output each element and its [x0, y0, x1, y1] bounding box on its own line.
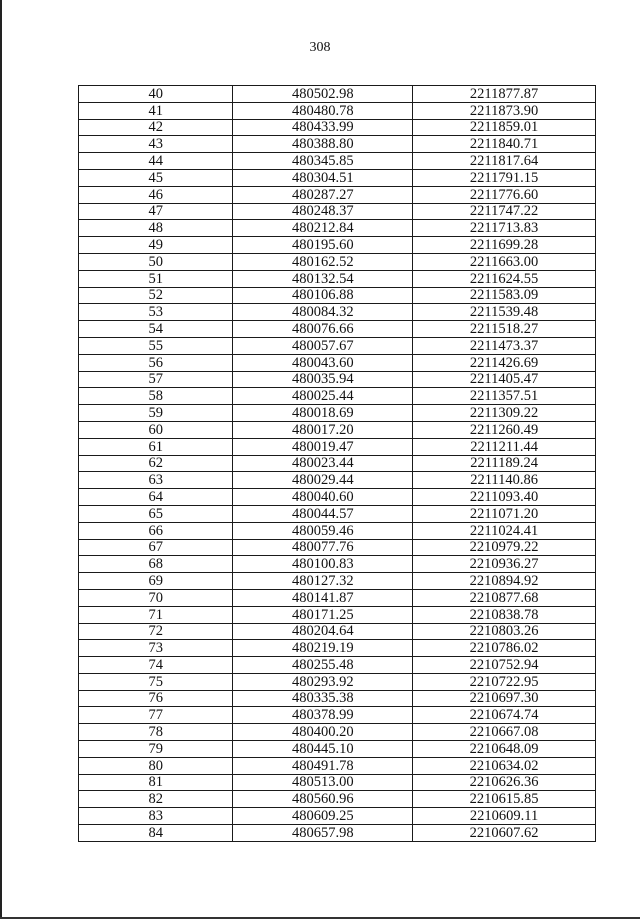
point-number-cell: 60: [79, 421, 233, 438]
table-row: [79, 690, 596, 707]
y-coordinate-cell: 2211873.90: [413, 102, 596, 119]
table-row: [79, 606, 596, 623]
x-coordinate-cell: 480162.52: [233, 253, 413, 270]
table-row: [79, 522, 596, 539]
x-coordinate-cell: 480127.32: [233, 573, 413, 590]
y-coordinate-cell: 2210838.78: [413, 606, 596, 623]
y-coordinate-cell: 2211747.22: [413, 203, 596, 220]
point-number-cell: 82: [79, 791, 233, 808]
y-coordinate-cell: 2210648.09: [413, 741, 596, 758]
x-coordinate-cell: 480378.99: [233, 707, 413, 724]
x-coordinate-cell: 480077.76: [233, 539, 413, 556]
x-coordinate-cell: 480106.88: [233, 287, 413, 304]
table-row: [79, 791, 596, 808]
table-row: [79, 119, 596, 136]
y-coordinate-cell: 2210979.22: [413, 539, 596, 556]
y-coordinate-cell: 2211859.01: [413, 119, 596, 136]
x-coordinate-cell: 480132.54: [233, 270, 413, 287]
point-number-cell: 42: [79, 119, 233, 136]
x-coordinate-cell: 480513.00: [233, 774, 413, 791]
y-coordinate-cell: 2211426.69: [413, 354, 596, 371]
table-row: [79, 270, 596, 287]
table-row: [79, 589, 596, 606]
table-row: [79, 337, 596, 354]
point-number-cell: 78: [79, 724, 233, 741]
x-coordinate-cell: 480017.20: [233, 421, 413, 438]
point-number-cell: 64: [79, 489, 233, 506]
y-coordinate-cell: 2210607.62: [413, 825, 596, 842]
scan-edge-left: [0, 0, 2, 919]
point-number-cell: 46: [79, 186, 233, 203]
table-row: [79, 153, 596, 170]
x-coordinate-cell: 480084.32: [233, 304, 413, 321]
point-number-cell: 53: [79, 304, 233, 321]
y-coordinate-cell: 2210786.02: [413, 640, 596, 657]
point-number-cell: 79: [79, 741, 233, 758]
coordinates-table-body: [79, 86, 596, 842]
table-row: [79, 136, 596, 153]
x-coordinate-cell: 480445.10: [233, 741, 413, 758]
y-coordinate-cell: 2210626.36: [413, 774, 596, 791]
x-coordinate-cell: 480400.20: [233, 724, 413, 741]
x-coordinate-cell: 480657.98: [233, 825, 413, 842]
table-row: [79, 421, 596, 438]
y-coordinate-cell: 2211840.71: [413, 136, 596, 153]
table-row: [79, 489, 596, 506]
point-number-cell: 40: [79, 86, 233, 103]
y-coordinate-cell: 2211817.64: [413, 153, 596, 170]
point-number-cell: 70: [79, 589, 233, 606]
table-row: [79, 220, 596, 237]
point-number-cell: 76: [79, 690, 233, 707]
table-row: [79, 405, 596, 422]
y-coordinate-cell: 2211624.55: [413, 270, 596, 287]
x-coordinate-cell: 480293.92: [233, 673, 413, 690]
y-coordinate-cell: 2211211.44: [413, 438, 596, 455]
y-coordinate-cell: 2210894.92: [413, 573, 596, 590]
x-coordinate-cell: 480019.47: [233, 438, 413, 455]
table-row: [79, 707, 596, 724]
x-coordinate-cell: 480255.48: [233, 657, 413, 674]
table-row: [79, 253, 596, 270]
y-coordinate-cell: 2211473.37: [413, 337, 596, 354]
point-number-cell: 71: [79, 606, 233, 623]
point-number-cell: 77: [79, 707, 233, 724]
table-row: [79, 808, 596, 825]
y-coordinate-cell: 2211357.51: [413, 388, 596, 405]
point-number-cell: 75: [79, 673, 233, 690]
table-row: [79, 556, 596, 573]
table-row: [79, 539, 596, 556]
x-coordinate-cell: 480076.66: [233, 321, 413, 338]
x-coordinate-cell: 480335.38: [233, 690, 413, 707]
y-coordinate-cell: 2211024.41: [413, 522, 596, 539]
y-coordinate-cell: 2210609.11: [413, 808, 596, 825]
y-coordinate-cell: 2211071.20: [413, 505, 596, 522]
table-row: [79, 287, 596, 304]
x-coordinate-cell: 480029.44: [233, 472, 413, 489]
table-row: [79, 573, 596, 590]
point-number-cell: 62: [79, 455, 233, 472]
point-number-cell: 74: [79, 657, 233, 674]
y-coordinate-cell: 2211583.09: [413, 287, 596, 304]
point-number-cell: 52: [79, 287, 233, 304]
point-number-cell: 50: [79, 253, 233, 270]
y-coordinate-cell: 2210722.95: [413, 673, 596, 690]
y-coordinate-cell: 2210877.68: [413, 589, 596, 606]
y-coordinate-cell: 2211791.15: [413, 169, 596, 186]
table-row: [79, 371, 596, 388]
point-number-cell: 49: [79, 237, 233, 254]
y-coordinate-cell: 2211518.27: [413, 321, 596, 338]
table-row: [79, 86, 596, 103]
x-coordinate-cell: 480433.99: [233, 119, 413, 136]
table-row: [79, 388, 596, 405]
y-coordinate-cell: 2210936.27: [413, 556, 596, 573]
y-coordinate-cell: 2210667.08: [413, 724, 596, 741]
table-row: [79, 657, 596, 674]
y-coordinate-cell: 2211713.83: [413, 220, 596, 237]
table-row: [79, 724, 596, 741]
table-row: [79, 304, 596, 321]
table-row: [79, 438, 596, 455]
point-number-cell: 54: [79, 321, 233, 338]
y-coordinate-cell: 2211405.47: [413, 371, 596, 388]
y-coordinate-cell: 2210752.94: [413, 657, 596, 674]
table-row: [79, 505, 596, 522]
table-row: [79, 757, 596, 774]
y-coordinate-cell: 2211189.24: [413, 455, 596, 472]
point-number-cell: 47: [79, 203, 233, 220]
x-coordinate-cell: 480345.85: [233, 153, 413, 170]
point-number-cell: 81: [79, 774, 233, 791]
table-row: [79, 774, 596, 791]
table-row: [79, 825, 596, 842]
table-row: [79, 472, 596, 489]
x-coordinate-cell: 480388.80: [233, 136, 413, 153]
x-coordinate-cell: 480043.60: [233, 354, 413, 371]
table-row: [79, 102, 596, 119]
x-coordinate-cell: 480491.78: [233, 757, 413, 774]
x-coordinate-cell: 480059.46: [233, 522, 413, 539]
x-coordinate-cell: 480219.19: [233, 640, 413, 657]
point-number-cell: 67: [79, 539, 233, 556]
x-coordinate-cell: 480040.60: [233, 489, 413, 506]
point-number-cell: 73: [79, 640, 233, 657]
x-coordinate-cell: 480035.94: [233, 371, 413, 388]
x-coordinate-cell: 480212.84: [233, 220, 413, 237]
point-number-cell: 61: [79, 438, 233, 455]
point-number-cell: 56: [79, 354, 233, 371]
table-row: [79, 321, 596, 338]
y-coordinate-cell: 2211663.00: [413, 253, 596, 270]
point-number-cell: 43: [79, 136, 233, 153]
y-coordinate-cell: 2211260.49: [413, 421, 596, 438]
point-number-cell: 58: [79, 388, 233, 405]
y-coordinate-cell: 2210697.30: [413, 690, 596, 707]
point-number-cell: 57: [79, 371, 233, 388]
x-coordinate-cell: 480609.25: [233, 808, 413, 825]
table-row: [79, 741, 596, 758]
table-row: [79, 640, 596, 657]
x-coordinate-cell: 480025.44: [233, 388, 413, 405]
x-coordinate-cell: 480171.25: [233, 606, 413, 623]
table-row: [79, 169, 596, 186]
point-number-cell: 80: [79, 757, 233, 774]
y-coordinate-cell: 2211877.87: [413, 86, 596, 103]
point-number-cell: 68: [79, 556, 233, 573]
point-number-cell: 59: [79, 405, 233, 422]
point-number-cell: 45: [79, 169, 233, 186]
y-coordinate-cell: 2211309.22: [413, 405, 596, 422]
y-coordinate-cell: 2211093.40: [413, 489, 596, 506]
x-coordinate-cell: 480141.87: [233, 589, 413, 606]
x-coordinate-cell: 480023.44: [233, 455, 413, 472]
table-row: [79, 203, 596, 220]
table-row: [79, 354, 596, 371]
table-row: [79, 455, 596, 472]
point-number-cell: 55: [79, 337, 233, 354]
x-coordinate-cell: 480248.37: [233, 203, 413, 220]
point-number-cell: 65: [79, 505, 233, 522]
table-row: [79, 673, 596, 690]
x-coordinate-cell: 480044.57: [233, 505, 413, 522]
x-coordinate-cell: 480304.51: [233, 169, 413, 186]
y-coordinate-cell: 2210634.02: [413, 757, 596, 774]
y-coordinate-cell: 2210615.85: [413, 791, 596, 808]
point-number-cell: 63: [79, 472, 233, 489]
y-coordinate-cell: 2211699.28: [413, 237, 596, 254]
y-coordinate-cell: 2211539.48: [413, 304, 596, 321]
point-number-cell: 72: [79, 623, 233, 640]
point-number-cell: 48: [79, 220, 233, 237]
x-coordinate-cell: 480502.98: [233, 86, 413, 103]
table-row: [79, 623, 596, 640]
point-number-cell: 66: [79, 522, 233, 539]
y-coordinate-cell: 2211140.86: [413, 472, 596, 489]
table-row: [79, 186, 596, 203]
coordinates-table: [78, 85, 596, 842]
x-coordinate-cell: 480057.67: [233, 337, 413, 354]
x-coordinate-cell: 480560.96: [233, 791, 413, 808]
x-coordinate-cell: 480287.27: [233, 186, 413, 203]
y-coordinate-cell: 2210803.26: [413, 623, 596, 640]
x-coordinate-cell: 480204.64: [233, 623, 413, 640]
point-number-cell: 83: [79, 808, 233, 825]
table-row: [79, 237, 596, 254]
point-number-cell: 69: [79, 573, 233, 590]
page-number: 308: [309, 40, 331, 55]
point-number-cell: 51: [79, 270, 233, 287]
x-coordinate-cell: 480480.78: [233, 102, 413, 119]
point-number-cell: 41: [79, 102, 233, 119]
x-coordinate-cell: 480195.60: [233, 237, 413, 254]
y-coordinate-cell: 2210674.74: [413, 707, 596, 724]
x-coordinate-cell: 480018.69: [233, 405, 413, 422]
y-coordinate-cell: 2211776.60: [413, 186, 596, 203]
point-number-cell: 44: [79, 153, 233, 170]
point-number-cell: 84: [79, 825, 233, 842]
x-coordinate-cell: 480100.83: [233, 556, 413, 573]
